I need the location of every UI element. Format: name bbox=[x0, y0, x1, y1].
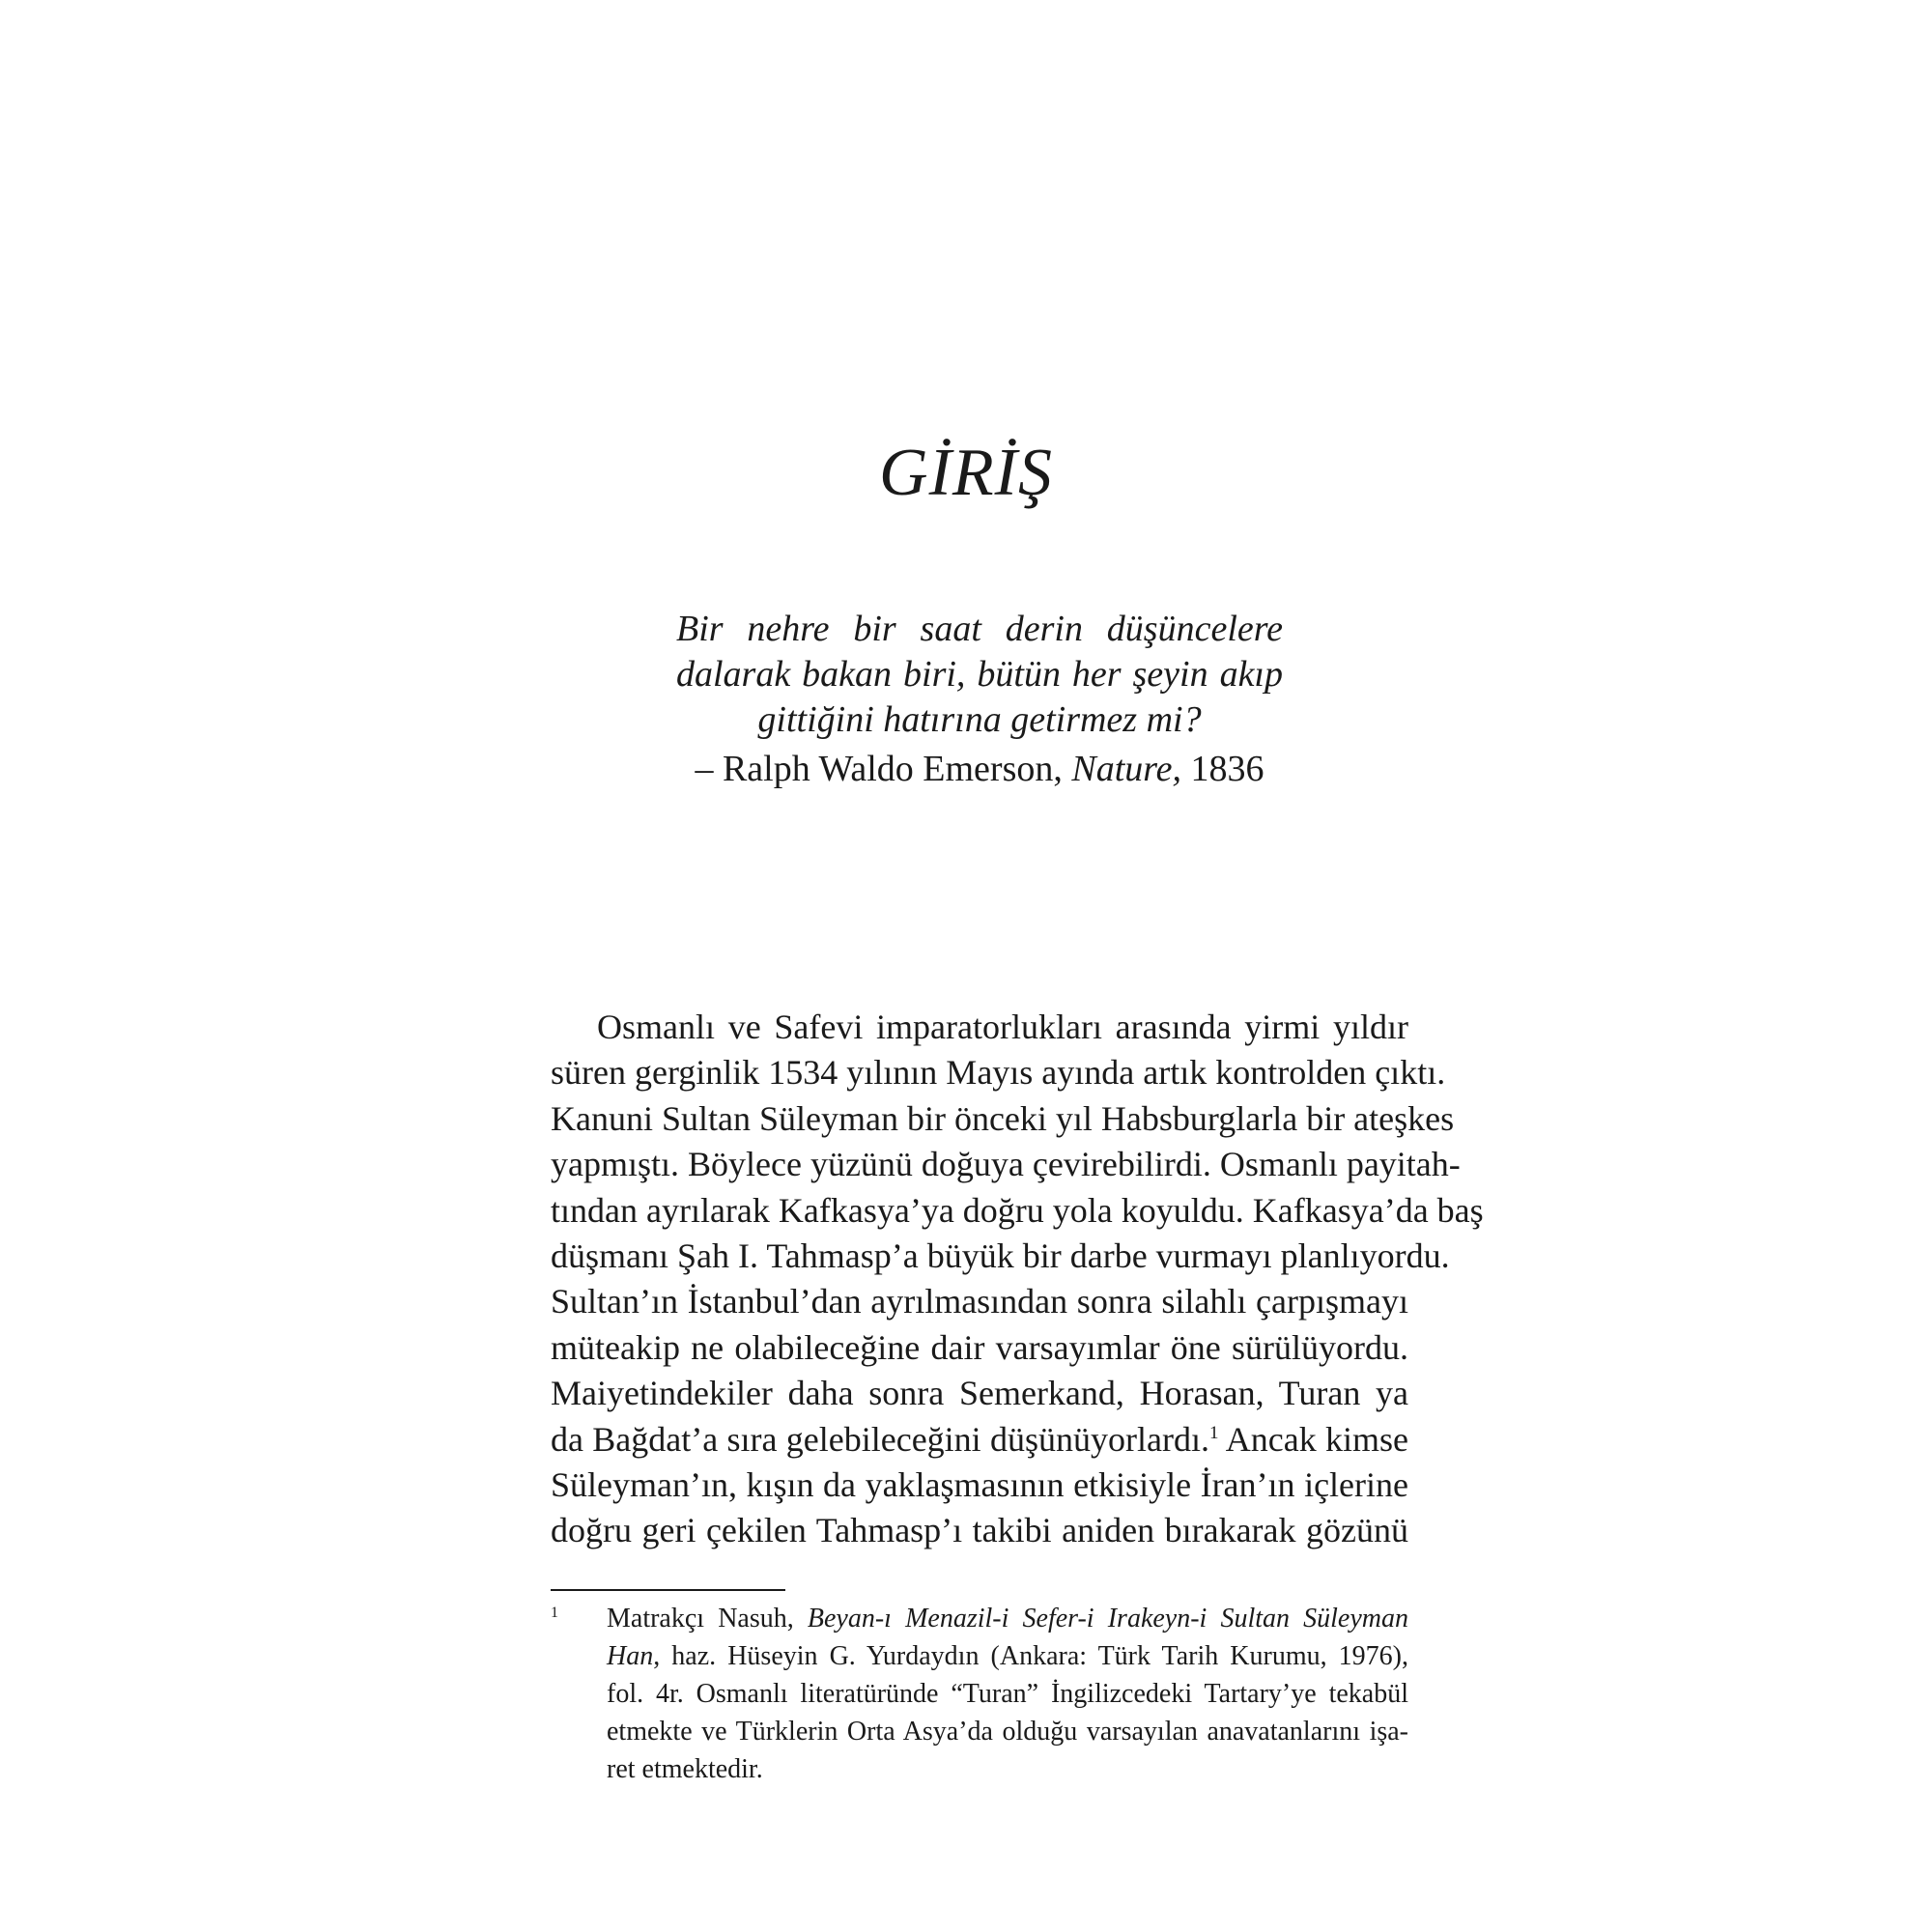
paragraph-line: tından ayrılarak Kafkasya’ya doğru yola koyuldu. Kafkasya’da baş bbox=[551, 1190, 1484, 1230]
footnote-line: ret etmektedir. bbox=[607, 1754, 763, 1784]
footnote-line: fol. 4r. Osmanlı literatüründe “Turan” İngilizcedeki Tartary’ye tekabül bbox=[607, 1679, 1408, 1709]
footnote-line: etmekte ve Türklerin Orta Asya’da olduğu varsayılan anavatanlarını işa- bbox=[607, 1717, 1408, 1747]
epigraph-line: gittiğini hatırına getirmez mi? bbox=[757, 699, 1202, 740]
attribution-work: Nature, bbox=[1071, 749, 1182, 789]
paragraph-line: düşmanı Şah I. Tahmasp’a büyük bir darbe vurmayı planlıyordu. bbox=[551, 1236, 1450, 1276]
line-text: da Bağdat’a sıra gelebileceğini düşünüyorlardı. bbox=[551, 1419, 1209, 1459]
line-text: Ancak kimse bbox=[1218, 1419, 1409, 1459]
footnote-number: 1 bbox=[551, 1605, 558, 1621]
paragraph-line: müteakip ne olabileceğine dair varsayımlar öne sürülüyordu. bbox=[551, 1327, 1408, 1367]
epigraph-attribution bbox=[676, 744, 1283, 794]
footnote-author: Matrakçı Nasuh, bbox=[607, 1604, 808, 1634]
footnote-citation: , haz. Hüseyin G. Yurdaydın (Ankara: Türk Tarih Kurumu, 1976), bbox=[653, 1641, 1408, 1671]
paragraph-line: doğru geri çekilen Tahmasp’ı takibi aniden bırakarak gözünü bbox=[551, 1511, 1408, 1550]
paragraph-line: Süleyman’ın, kışın da yaklaşmasının etkisiyle İran’ın içlerine bbox=[551, 1465, 1408, 1505]
epigraph-line: Bir nehre bir saat derin düşüncelere bbox=[676, 609, 1283, 649]
footnote-line bbox=[607, 1600, 1408, 1637]
paragraph-line: Maiyetindekiler daha sonra Semerkand, Horasan, Turan ya bbox=[551, 1374, 1408, 1413]
footnote-line bbox=[607, 1637, 1408, 1675]
epigraph-line: dalarak bakan biri, bütün her şeyin akıp bbox=[676, 654, 1283, 695]
chapter-title: GİRİŞ bbox=[879, 436, 1053, 510]
footnote-source-title: Han bbox=[607, 1641, 654, 1671]
paragraph-line: Osmanlı ve Safevi imparatorlukları arasında yirmi yıldır bbox=[597, 1008, 1408, 1046]
paragraph-line: süren gerginlik 1534 yılının Mayıs ayında artık kontrolden çıktı. bbox=[551, 1053, 1446, 1093]
paragraph-line: Sultan’ın İstanbul’dan ayrılmasından sonra silahlı çarpışmayı bbox=[551, 1282, 1408, 1321]
footnote bbox=[551, 1600, 1408, 1788]
attribution-author: – Ralph Waldo Emerson, bbox=[695, 749, 1072, 789]
footnote-text bbox=[607, 1600, 1408, 1788]
footnote-source-title: Beyan-ı Menazil-i Sefer-i Irakeyn-i Sultan Süleyman bbox=[807, 1604, 1409, 1634]
attribution-year: 1836 bbox=[1181, 749, 1264, 789]
paragraph-line: yapmıştı. Böylece yüzünü doğuya çevirebilirdi. Osmanlı payitah- bbox=[551, 1145, 1461, 1184]
paragraph-line: Kanuni Sultan Süleyman bir önceki yıl Habsburglarla bir ateşkes bbox=[551, 1098, 1455, 1138]
footnote-divider bbox=[551, 1589, 785, 1591]
body-paragraph bbox=[551, 1005, 1484, 1554]
footnote-reference: 1 bbox=[1208, 1422, 1219, 1443]
epigraph bbox=[676, 607, 1283, 794]
paragraph-line bbox=[551, 1417, 1408, 1463]
